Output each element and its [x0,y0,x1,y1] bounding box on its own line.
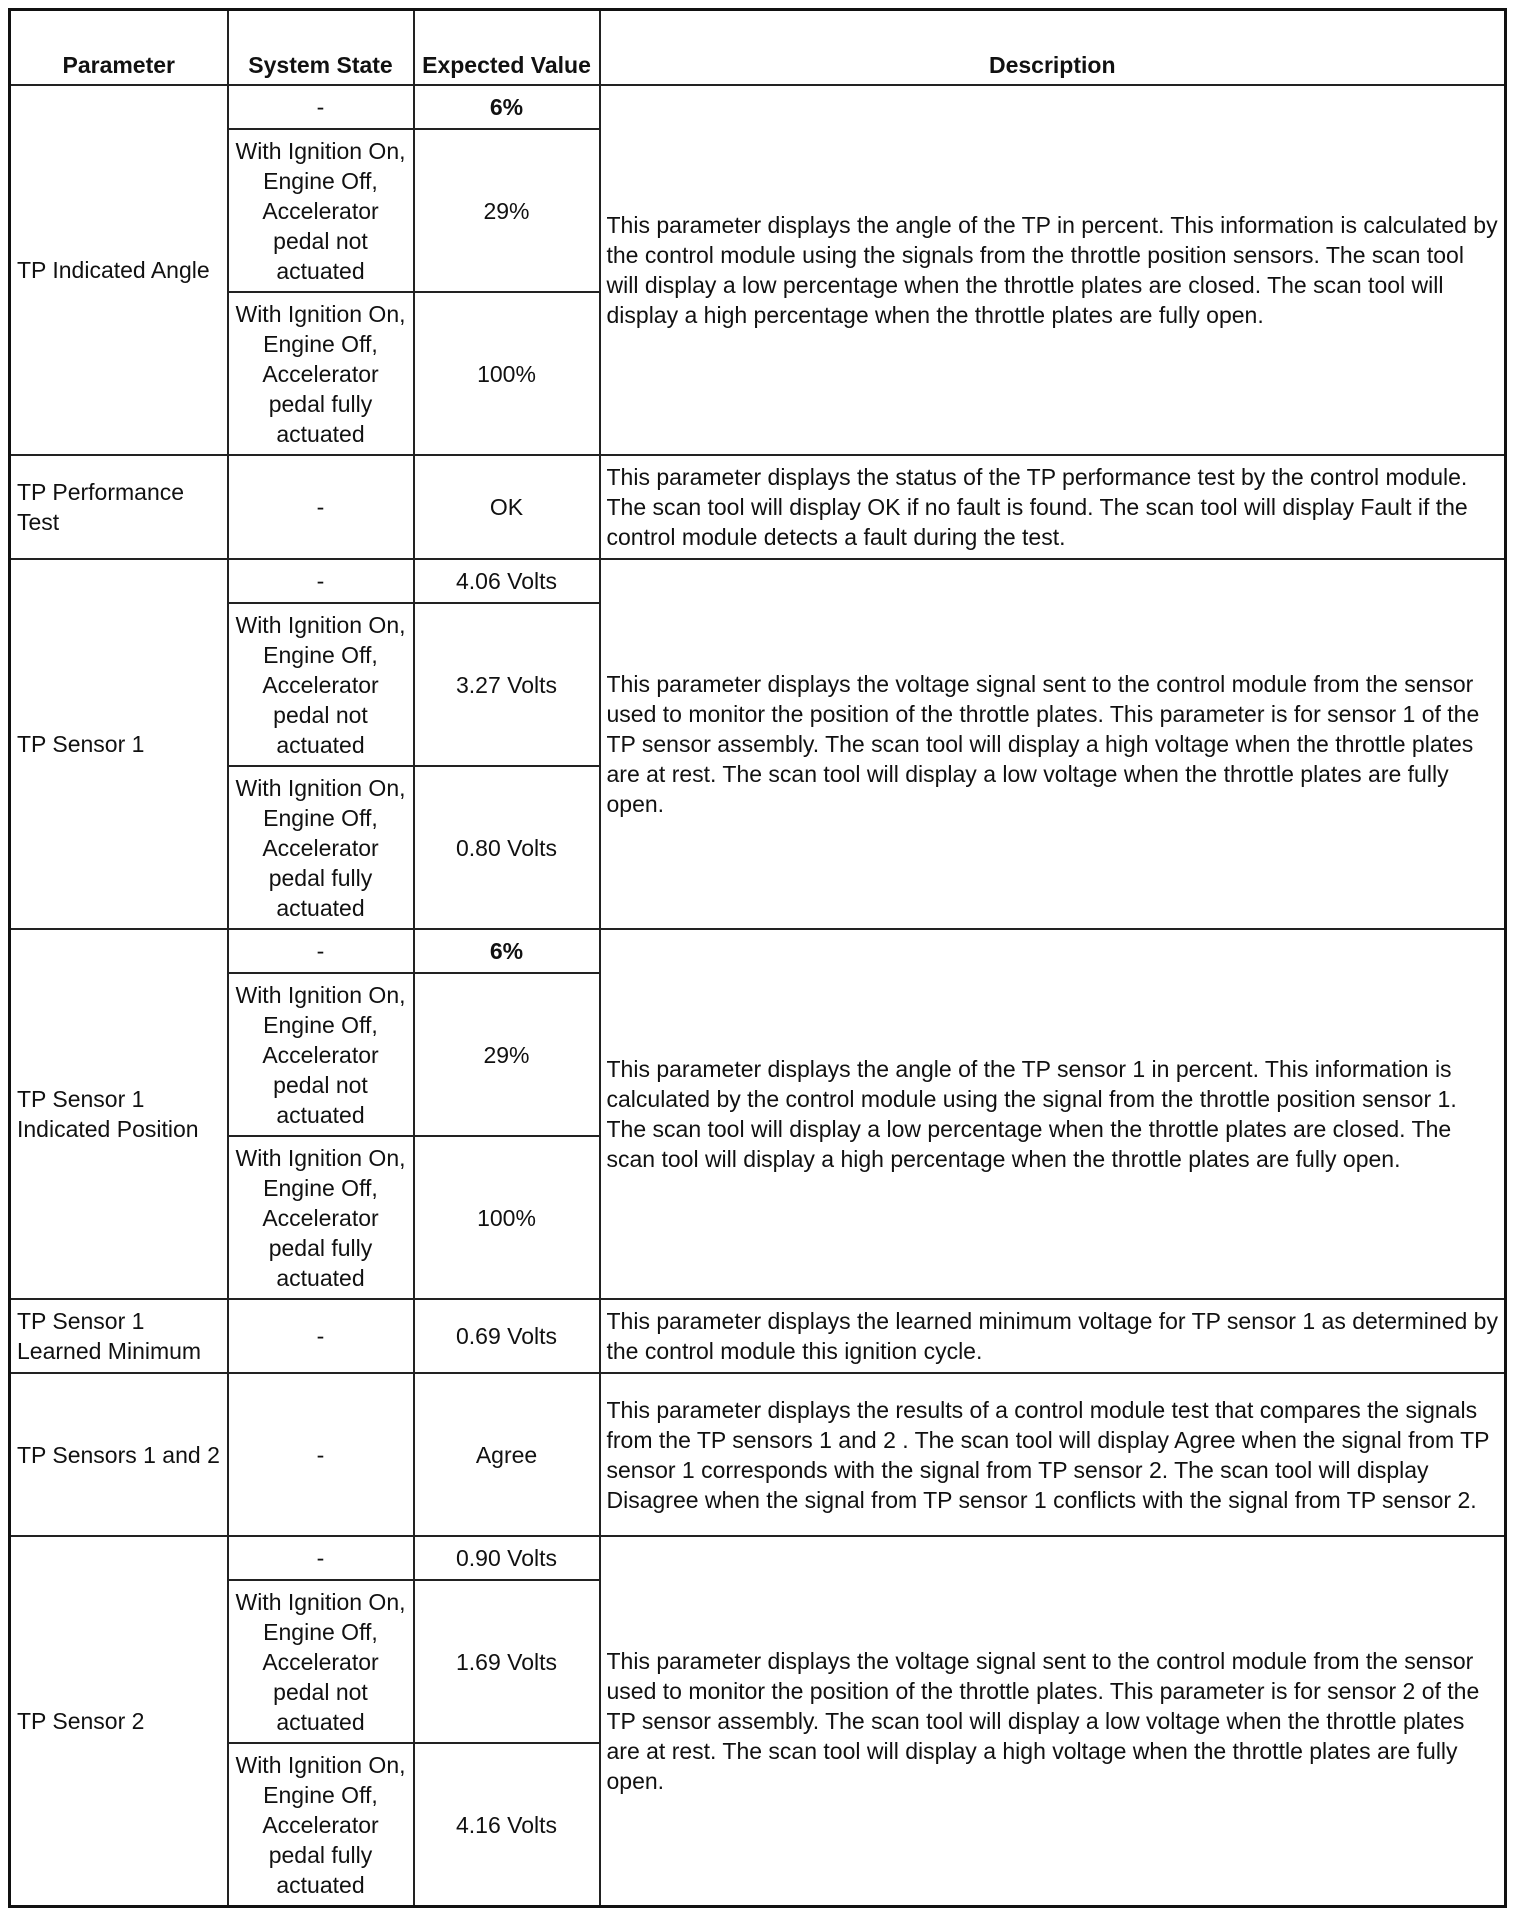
expected-value-cell: 100% [414,292,600,455]
expected-value-cell: 29% [414,129,600,292]
table-row [10,455,1506,559]
expected-value-cell: 4.16 Volts [414,1743,600,1907]
expected-value-cell: 4.06 Volts [414,559,600,603]
system-state-cell: - [228,559,414,603]
expected-value-cell: 0.69 Volts [414,1299,600,1373]
parameter-cell: TP Sensor 1 Indicated Position [10,929,228,1299]
expected-value-cell: 6% [414,929,600,973]
description-cell: This parameter displays the learned minimum voltage for TP sensor 1 as determined by the control module this ignition cycle. [600,1299,1506,1373]
expected-value-cell: OK [414,455,600,559]
header-parameter: Parameter [10,10,228,86]
expected-value-cell: 1.69 Volts [414,1580,600,1743]
expected-value-cell: 0.90 Volts [414,1536,600,1580]
document [8,8,1504,1908]
expected-value-cell: Agree [414,1373,600,1536]
expected-value-cell: 6% [414,85,600,129]
system-state-cell: With Ignition On, Engine Off, Accelerator pedal not actuated [228,1580,414,1743]
parameter-cell: TP Sensors 1 and 2 [10,1373,228,1536]
parameter-cell: TP Sensor 1 Learned Minimum [10,1299,228,1373]
parameter-cell: TP Sensor 2 [10,1536,228,1907]
description-cell: This parameter displays the angle of the TP in percent. This information is calculated by the control module using the signals from the throttle position sensors. The scan tool will display a low percentage when the throttle plates are closed. The scan tool will display a high percentage when the throttle plates are fully open. [600,85,1506,455]
system-state-cell: With Ignition On, Engine Off, Accelerator pedal fully actuated [228,292,414,455]
header-expected-value: Expected Value [414,10,600,86]
description-cell: This parameter displays the results of a control module test that compares the signals from the TP sensors 1 and 2 . The scan tool will display Agree when the signal from TP sensor 1 corresponds with the signal from TP sensor 2. The scan tool will display Disagree when the signal from TP sensor 1 conflicts with the signal from TP sensor 2. [600,1373,1506,1536]
system-state-cell: - [228,1299,414,1373]
table-row [10,85,1506,129]
parameter-cell: TP Indicated Angle [10,85,228,455]
system-state-cell: With Ignition On, Engine Off, Accelerator pedal fully actuated [228,1136,414,1299]
table-row [10,1536,1506,1580]
parameter-cell: TP Performance Test [10,455,228,559]
system-state-cell: With Ignition On, Engine Off, Accelerator pedal not actuated [228,129,414,292]
table-row [10,929,1506,973]
system-state-cell: - [228,455,414,559]
expected-value-cell: 0.80 Volts [414,766,600,929]
system-state-cell: - [228,85,414,129]
description-cell: This parameter displays the status of the TP performance test by the control module. The scan tool will display OK if no fault is found. The scan tool will display Fault if the control module detects a fault during the test. [600,455,1506,559]
description-cell: This parameter displays the voltage signal sent to the control module from the sensor used to monitor the position of the throttle plates. This parameter is for sensor 1 of the TP sensor assembly. The scan tool will display a high voltage when the throttle plates are at rest. The scan tool will display a low voltage when the throttle plates are fully open. [600,559,1506,929]
expected-value-cell: 100% [414,1136,600,1299]
expected-value-cell: 3.27 Volts [414,603,600,766]
header-system-state: System State [228,10,414,86]
header-row [10,10,1506,86]
system-state-cell: - [228,1373,414,1536]
description-cell: This parameter displays the voltage signal sent to the control module from the sensor used to monitor the position of the throttle plates. This parameter is for sensor 2 of the TP sensor assembly. The scan tool will display a low voltage when the throttle plates are at rest. The scan tool will display a high voltage when the throttle plates are fully open. [600,1536,1506,1907]
system-state-cell: With Ignition On, Engine Off, Accelerator pedal not actuated [228,973,414,1136]
parameter-cell: TP Sensor 1 [10,559,228,929]
table-row [10,1299,1506,1373]
parameter-table [8,8,1507,1908]
expected-value-cell: 29% [414,973,600,1136]
system-state-cell: - [228,1536,414,1580]
table-row [10,1373,1506,1536]
description-cell: This parameter displays the angle of the TP sensor 1 in percent. This information is calculated by the control module using the signal from the throttle position sensor 1. The scan tool will display a low percentage when the throttle plates are closed. The scan tool will display a high percentage when the throttle plates are fully open. [600,929,1506,1299]
header-description: Description [600,10,1506,86]
system-state-cell: With Ignition On, Engine Off, Accelerator pedal fully actuated [228,1743,414,1907]
system-state-cell: With Ignition On, Engine Off, Accelerator pedal fully actuated [228,766,414,929]
system-state-cell: - [228,929,414,973]
system-state-cell: With Ignition On, Engine Off, Accelerator pedal not actuated [228,603,414,766]
table-row [10,559,1506,603]
